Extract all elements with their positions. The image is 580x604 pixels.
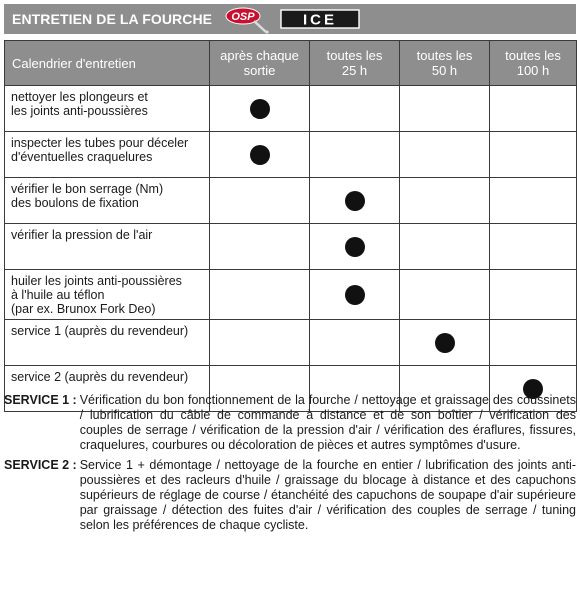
column-header-interval: toutes les 100 h — [490, 41, 577, 86]
interval-cell — [310, 132, 400, 178]
check-dot-icon — [250, 99, 270, 119]
task-label: vérifier le bon serrage (Nm) des boulons de fixation — [5, 178, 210, 224]
interval-cell — [210, 270, 310, 320]
table-row — [5, 320, 577, 366]
column-header-interval: toutes les 50 h — [400, 41, 490, 86]
interval-cell — [210, 132, 310, 178]
check-dot-icon — [250, 145, 270, 165]
maintenance-schedule-table — [4, 40, 577, 412]
service-2-text: Service 1 + démontage / nettoyage de la fourche en entier / lubrification des joints anti-poussières et des racleurs d'huile / graissage du blocage à distance et des capuchons supérieurs de réglage de course / étanchéité des capuchons de soupape d'air supérieure par graissage / détection des fuites d'air / vérification des couples de serrage / tuning selon les préférences de chaque cycliste. — [79, 458, 576, 532]
check-dot-icon — [435, 333, 455, 353]
header-bar — [4, 4, 576, 34]
interval-cell — [310, 178, 400, 224]
interval-cell — [210, 224, 310, 270]
column-header-interval: toutes les 25 h — [310, 41, 400, 86]
service-notes — [4, 393, 576, 538]
task-label: service 1 (auprès du revendeur) — [5, 320, 210, 366]
table-row — [5, 224, 577, 270]
task-label: service 2 (auprès du revendeur) — [5, 366, 210, 412]
page-title: ENTRETIEN DE LA FOURCHE — [12, 11, 213, 27]
interval-cell — [400, 270, 490, 320]
task-label: vérifier la pression de l'air — [5, 224, 210, 270]
interval-cell — [400, 320, 490, 366]
task-label: inspecter les tubes pour déceler d'éventuelles craquelures — [5, 132, 210, 178]
ice-logo-text: ICE — [302, 11, 338, 29]
osp-logo — [224, 6, 274, 34]
interval-cell — [210, 178, 310, 224]
table-row — [5, 178, 577, 224]
service-2-label: SERVICE 2 : — [4, 458, 77, 472]
table-row — [5, 270, 577, 320]
interval-cell — [210, 86, 310, 132]
service-2-note — [4, 458, 576, 533]
interval-cell — [490, 224, 577, 270]
service-1-label: SERVICE 1 : — [4, 393, 77, 407]
interval-cell — [400, 86, 490, 132]
interval-cell — [400, 132, 490, 178]
interval-cell — [310, 224, 400, 270]
task-label: huiler les joints anti-poussières à l'huile au téflon (par ex. Brunox Fork Deo) — [5, 270, 210, 320]
check-dot-icon — [345, 191, 365, 211]
interval-cell — [310, 270, 400, 320]
interval-cell — [490, 86, 577, 132]
interval-cell — [310, 86, 400, 132]
service-1-text: Vérification du bon fonctionnement de la fourche / nettoyage et graissage des coussinets / lubrification du câble de commande à distance et de son boîtier / vérification des couples de serrage / vérification de la pression d'air / vérification des éraflures, fissures, craquelures, courbures ou décoloration de pièces et autres symptômes d'usure. — [79, 393, 576, 452]
interval-cell — [490, 178, 577, 224]
task-label: nettoyer les plongeurs et les joints anti-poussières — [5, 86, 210, 132]
table-body — [5, 86, 577, 412]
interval-cell — [490, 320, 577, 366]
interval-cell — [490, 132, 577, 178]
interval-cell — [400, 224, 490, 270]
column-header-interval: après chaque sortie — [210, 41, 310, 86]
interval-cell — [210, 320, 310, 366]
table-header-row — [5, 41, 577, 86]
interval-cell — [310, 320, 400, 366]
table-row — [5, 132, 577, 178]
osp-logo-text: OSP — [231, 11, 255, 23]
column-header-task: Calendrier d'entretien — [5, 41, 210, 86]
check-dot-icon — [345, 237, 365, 257]
interval-cell — [400, 178, 490, 224]
service-1-note — [4, 393, 576, 453]
table-row — [5, 86, 577, 132]
check-dot-icon — [345, 285, 365, 305]
interval-cell — [490, 270, 577, 320]
ice-logo — [280, 9, 360, 29]
